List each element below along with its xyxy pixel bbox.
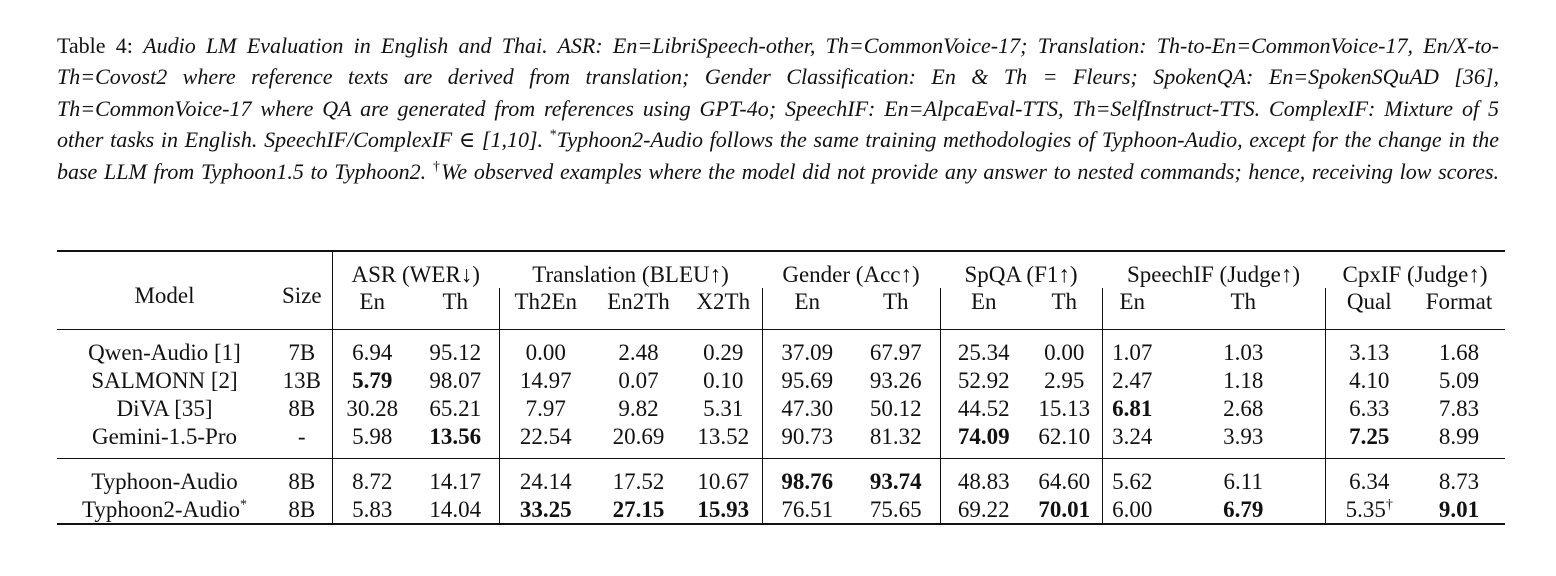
table-row [57,495,1505,524]
subheader-cpxif-format: Format [1425,289,1493,314]
footnote-mark-dagger: † [432,159,442,175]
cell-spqa-th: 70.01 [1038,496,1091,522]
subheader-spqa-th: Th [1051,289,1078,314]
cell-asr-th: 14.17 [429,468,482,494]
cell-spqa-en: 44.52 [940,394,1027,422]
cell-speechif-en: 5.62 [1102,467,1162,495]
cell-gender-en: 90.73 [762,422,852,450]
cell-cpxif-qual: 6.33 [1325,394,1413,422]
cell-speechif-th: 6.11 [1223,468,1263,494]
cell-cpxif-qual: 7.25 [1325,422,1413,450]
row-model: Typhoon-Audio [91,468,238,494]
cell-asr-th: 98.07 [429,367,482,393]
subheader-en2th: En2Th [607,289,670,314]
cell-spqa-en: 74.09 [940,422,1027,450]
cell-x2th: 10.67 [697,468,750,494]
cell-gender-th: 93.74 [869,468,922,494]
cell-speechif-en: 6.81 [1102,394,1162,422]
cell-asr-th: 95.12 [429,339,482,365]
row-size: 8B [288,395,316,421]
cell-spqa-th: 64.60 [1038,468,1091,494]
group-header-gender: Gender (Acc↑) [782,262,920,287]
cell-cpxif-format: 8.99 [1438,423,1480,449]
subheader-speechif-th: Th [1230,289,1257,314]
group-header-cpxif: CpxIF (Judge↑) [1342,262,1488,287]
cell-gender-th: 50.12 [869,395,922,421]
cell-asr-en: 30.28 [332,394,412,422]
caption-note-nested-commands: We observed examples where the model did not provide any answer to nested commands; hence, receiving low scores. [441,158,1500,184]
cell-gender-en: 95.69 [762,366,852,394]
cell-x2th: 13.52 [697,423,750,449]
cell-cpxif-format: 1.68 [1438,339,1480,365]
group-header-spqa: SpQA (F1↑) [964,262,1078,287]
cell-cpxif-qual: 4.10 [1325,366,1413,394]
cell-gender-th: 81.32 [869,423,922,449]
cell-spqa-th: 62.10 [1038,423,1091,449]
row-model: DiVA [35] [116,395,213,421]
cell-asr-en: 5.98 [332,422,412,450]
table-row [57,467,1505,495]
subheader-cpxif-qual: Qual [1325,288,1413,330]
table-row [57,338,1505,366]
cell-cpxif-qual: 3.13 [1325,338,1413,366]
cell-gender-en: 47.30 [762,394,852,422]
cell-cpxif-format: 7.83 [1438,395,1480,421]
results-table [57,250,1505,533]
subheader-gender-en: En [762,288,852,330]
subheader-spqa-en: En [940,288,1027,330]
cell-cpxif-format: 9.01 [1438,496,1480,522]
header-row-groups [57,251,1505,288]
footnote-mark-asterisk: * [240,496,248,512]
cell-gender-en: 98.76 [762,467,852,495]
cell-asr-th: 13.56 [429,423,482,449]
cell-gender-en: 37.09 [762,338,852,366]
subheader-x2th: X2Th [696,289,751,314]
group-header-translation: Translation (BLEU↑) [532,262,729,287]
caption-label: Table 4: [57,33,133,58]
footnote-mark-dagger: † [1385,496,1393,512]
cell-x2th: 5.31 [703,395,744,421]
cell-en2th: 2.48 [618,339,659,365]
row-model: SALMONN [2] [91,367,238,393]
cell-speechif-th: 6.79 [1223,496,1264,522]
row-size: - [297,423,306,449]
cell-x2th: 0.29 [703,339,744,365]
subheader-speechif-en: En [1102,288,1162,330]
cell-spqa-th: 2.95 [1044,367,1085,393]
cell-speechif-th: 3.93 [1223,423,1264,449]
cell-th2en: 33.25 [499,495,592,524]
cell-speechif-en: 2.47 [1102,366,1162,394]
cell-speechif-en: 6.00 [1102,495,1162,524]
cell-x2th: 0.10 [703,367,744,393]
subheader-asr-en: En [332,288,412,330]
cell-spqa-en: 25.34 [940,338,1027,366]
cell-speechif-en: 3.24 [1102,422,1162,450]
cell-en2th: 9.82 [618,395,659,421]
cell-en2th: 17.52 [612,468,665,494]
row-size: 8B [288,496,316,522]
cell-th2en: 0.00 [499,338,592,366]
subheader-gender-th: Th [882,289,909,314]
cell-asr-th: 14.04 [429,496,482,522]
cell-cpxif-format: 8.73 [1438,468,1480,494]
cell-gender-th: 75.65 [869,496,922,522]
row-model: Qwen-Audio [1] [88,339,241,365]
cell-spqa-th: 15.13 [1038,395,1091,421]
cell-asr-en: 5.83 [332,495,412,524]
cell-cpxif-qual [1325,495,1413,524]
cell-gender-th: 67.97 [869,339,922,365]
cell-x2th: 15.93 [697,496,750,522]
table-row [57,422,1505,450]
cell-en2th: 20.69 [612,423,665,449]
group-header-asr: ASR (WER↓) [332,251,499,288]
cell-asr-en: 5.79 [332,366,412,394]
col-header-size: Size [281,282,322,308]
cell-gender-th: 93.26 [869,367,922,393]
caption-text: Audio LM Evaluation in English and Thai. ASR: En=LibriSpeech-other, Th=CommonVoice-17; Translation: Th-to-En=CommonVoice-17, En/X-to-Th=Covost2 where reference texts are derived from translation; Gender Classification: En & Th = Fleurs; SpokenQA: En=SpokenSQuAD [36], Th=CommonVoice-17 where QA are generated from references using GPT-4o; SpeechIF: En=AlpcaEval-TTS, Th=SelfInstruct-TTS. ComplexIF: Mixture of 5 other tasks in English. SpeechIF/ComplexIF ∈ [1,10]. [57,33,1500,153]
cell-spqa-en: 52.92 [940,366,1027,394]
subheader-asr-th: Th [442,289,469,314]
cell-th2en: 24.14 [499,467,592,495]
table-caption [57,30,1499,218]
footnote-mark-asterisk: * [549,127,557,143]
cell-speechif-th: 1.03 [1223,339,1264,365]
table-row [57,394,1505,422]
cell-cpxif-format: 5.09 [1438,367,1480,393]
cell-speechif-en: 1.07 [1102,338,1162,366]
cell-spqa-en: 48.83 [940,467,1027,495]
group-header-speechif: SpeechIF (Judge↑) [1126,262,1301,287]
row-model [57,495,272,524]
cell-th2en: 7.97 [499,394,592,422]
cell-speechif-th: 1.18 [1223,367,1264,393]
cell-en2th: 0.07 [618,367,659,393]
cell-asr-en: 8.72 [332,467,412,495]
col-header-model: Model [134,282,195,308]
row-model: Gemini-1.5-Pro [91,423,237,449]
cell-spqa-th: 0.00 [1044,339,1085,365]
row-size: 7B [288,339,316,365]
caption-note-typhoon2: Typhoon2-Audio follows the same training methodologies of Typhoon-Audio, except for the change in the base LLM from Typhoon1.5 to Typhoon2. [57,127,1500,184]
table-row [57,366,1505,394]
cell-th2en: 22.54 [499,422,592,450]
cell-gender-en: 76.51 [762,495,852,524]
cell-th2en: 14.97 [499,366,592,394]
cell-cpxif-qual-value: 5.35 [1345,496,1386,522]
cell-asr-th: 65.21 [429,395,482,421]
cell-en2th: 27.15 [612,496,665,522]
row-size: 8B [288,468,316,494]
row-size: 13B [282,367,321,393]
subheader-th2en: Th2En [499,288,592,330]
row-model-name: Typhoon2-Audio [81,496,241,522]
cell-speechif-th: 2.68 [1223,395,1264,421]
cell-asr-en: 6.94 [332,338,412,366]
cell-cpxif-qual: 6.34 [1325,467,1413,495]
cell-spqa-en: 69.22 [940,495,1027,524]
